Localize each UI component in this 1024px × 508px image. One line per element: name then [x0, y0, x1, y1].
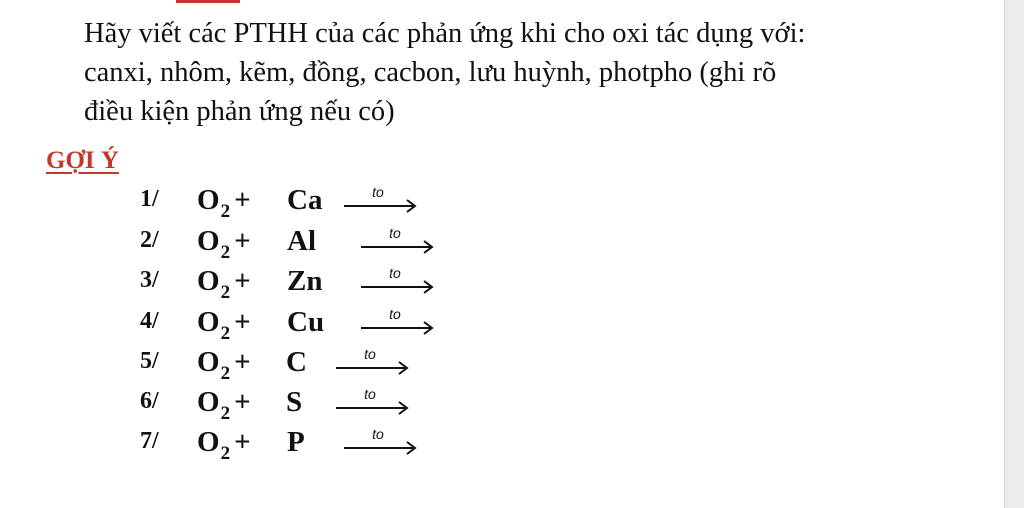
reaction-arrow [335, 346, 415, 380]
reaction-row [0, 265, 1004, 303]
arrow-icon [343, 198, 417, 214]
reaction-arrow [335, 386, 415, 420]
plus-sign: + [234, 265, 251, 297]
reactant-element: Cu [287, 306, 325, 338]
heat-condition-label: to [389, 265, 401, 281]
reaction-number: 2/ [140, 227, 159, 253]
oxygen-symbol: O [197, 386, 220, 418]
reaction-number: 1/ [140, 186, 159, 212]
oxygen-symbol: O [197, 184, 220, 216]
question-text [84, 14, 964, 131]
oxygen-subscript: 2 [220, 403, 231, 424]
plus-sign: + [234, 306, 251, 338]
reaction-number: 7/ [140, 428, 159, 454]
heat-condition-label: to [364, 346, 376, 362]
oxygen-subscript: 2 [220, 323, 231, 344]
oxygen-subscript: 2 [220, 201, 231, 222]
oxygen-formula [197, 225, 251, 263]
reactant-element: Al [287, 225, 316, 257]
reactant-element: C [286, 346, 307, 378]
plus-sign: + [234, 225, 251, 257]
reaction-number: 4/ [140, 308, 159, 334]
oxygen-symbol: O [197, 306, 220, 338]
oxygen-formula [197, 346, 251, 384]
question-line-2: canxi, nhôm, kẽm, đồng, cacbon, lưu huỳnh, photpho (ghi rõ [84, 57, 777, 88]
heat-condition-label: to [372, 184, 384, 200]
reaction-row [0, 426, 1004, 464]
top-accent-mark [176, 0, 240, 3]
reaction-arrow [360, 265, 440, 299]
reaction-row [0, 386, 1004, 424]
plus-sign: + [234, 184, 251, 216]
oxygen-formula [197, 184, 251, 222]
arrow-icon [335, 400, 409, 416]
reaction-row [0, 306, 1004, 344]
reactant-element: Ca [287, 184, 323, 216]
oxygen-formula [197, 306, 251, 344]
reactant-element: P [287, 426, 305, 458]
heat-condition-label: to [389, 225, 401, 241]
oxygen-formula [197, 386, 251, 424]
reaction-arrow [360, 306, 440, 340]
arrow-icon [343, 440, 417, 456]
heat-condition-label: to [364, 386, 376, 402]
oxygen-subscript: 2 [220, 282, 231, 303]
oxygen-symbol: O [197, 346, 220, 378]
reaction-number: 3/ [140, 267, 159, 293]
reaction-number: 6/ [140, 388, 159, 414]
oxygen-symbol: O [197, 426, 220, 458]
reaction-row [0, 346, 1004, 384]
oxygen-subscript: 2 [220, 443, 231, 464]
arrow-icon [360, 279, 434, 295]
reaction-arrow [360, 225, 440, 259]
oxygen-subscript: 2 [220, 242, 231, 263]
plus-sign: + [234, 346, 251, 378]
reaction-number: 5/ [140, 348, 159, 374]
reaction-arrow [343, 184, 423, 218]
heat-condition-label: to [389, 306, 401, 322]
arrow-icon [360, 320, 434, 336]
arrow-icon [335, 360, 409, 376]
oxygen-formula [197, 426, 251, 464]
arrow-icon [360, 239, 434, 255]
question-line-1: Hãy viết các PTHH của các phản ứng khi cho oxi tác dụng với: [84, 18, 806, 49]
hint-heading: GỢI Ý [46, 147, 119, 174]
question-line-3: điều kiện phản ứng nếu có) [84, 96, 395, 127]
plus-sign: + [234, 386, 251, 418]
oxygen-symbol: O [197, 265, 220, 297]
reaction-arrow [343, 426, 423, 460]
reaction-row [0, 225, 1004, 263]
heat-condition-label: to [372, 426, 384, 442]
reactant-element: Zn [287, 265, 323, 297]
reactant-element: S [286, 386, 303, 418]
reaction-row [0, 184, 1004, 222]
oxygen-formula [197, 265, 251, 303]
plus-sign: + [234, 426, 251, 458]
oxygen-symbol: O [197, 225, 220, 257]
oxygen-subscript: 2 [220, 363, 231, 384]
